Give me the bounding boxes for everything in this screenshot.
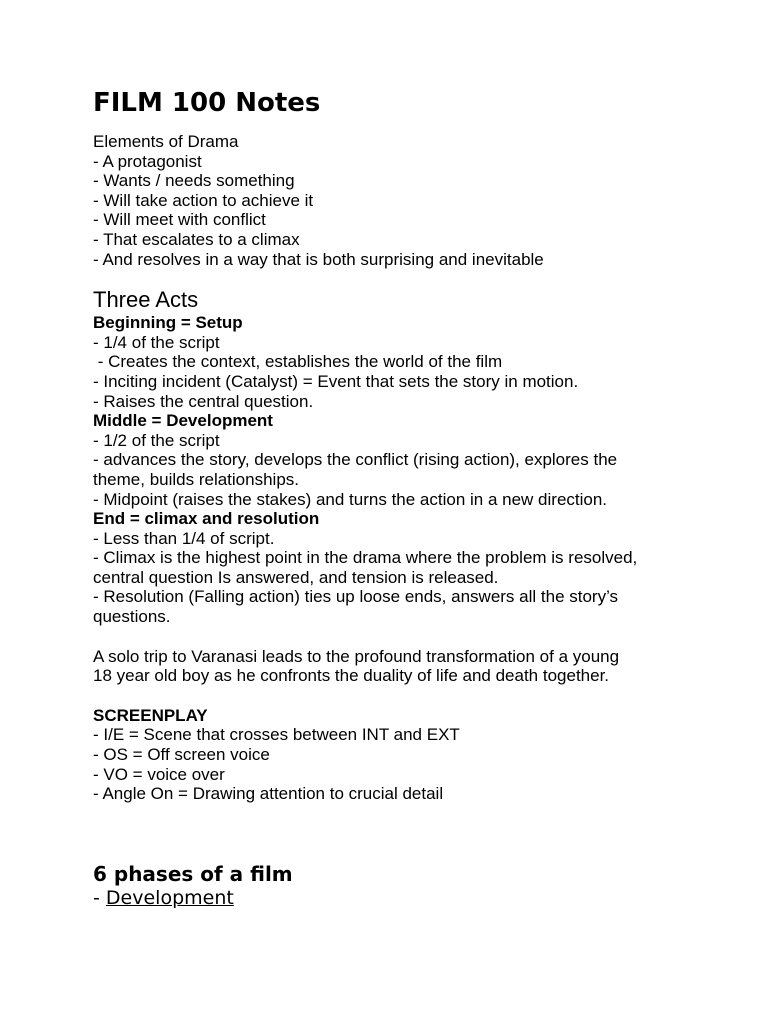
logline-paragraph xyxy=(93,647,693,686)
spacer xyxy=(93,627,693,647)
beginning-label: Beginning = Setup xyxy=(93,313,243,333)
beginning-item: - Inciting incident (Catalyst) = Event that sets the story in motion. xyxy=(93,371,579,391)
spacer xyxy=(93,686,693,706)
elements-item: - A protagonist xyxy=(93,151,202,171)
document-title: FILM 100 Notes xyxy=(93,88,321,118)
phases-item-development: Development xyxy=(105,886,234,909)
phases-item-prefix: - xyxy=(93,886,106,909)
screenplay-item: - I/E = Scene that crosses between INT and EXT xyxy=(93,725,460,745)
end-item: - Climax is the highest point in the drama where the problem is resolved, xyxy=(93,548,638,568)
middle-item: theme, builds relationships. xyxy=(93,469,300,489)
logline-line: A solo trip to Varanasi leads to the profound transformation of a young xyxy=(93,646,620,666)
end-item: central question Is answered, and tension is released. xyxy=(93,567,499,587)
three-acts-heading: Three Acts xyxy=(93,287,199,313)
document-page xyxy=(93,86,693,910)
spacer xyxy=(93,269,693,287)
middle-item: - advances the story, develops the conflict (rising action), explores the xyxy=(93,450,618,470)
phases-item xyxy=(93,886,693,910)
elements-heading: Elements of Drama xyxy=(93,132,239,151)
phases-section xyxy=(93,862,693,910)
middle-item: - 1/2 of the script xyxy=(93,430,220,450)
elements-of-drama-section xyxy=(93,132,693,269)
beginning-item: - 1/4 of the script xyxy=(93,332,220,352)
end-label: End = climax and resolution xyxy=(93,509,320,529)
elements-item: - That escalates to a climax xyxy=(93,229,300,249)
middle-label: Middle = Development xyxy=(93,411,273,431)
spacer xyxy=(93,804,693,862)
elements-item: - Will meet with conflict xyxy=(93,210,266,230)
end-item: - Less than 1/4 of script. xyxy=(93,528,275,548)
screenplay-item: - VO = voice over xyxy=(93,764,225,784)
end-item: - Resolution (Falling action) ties up loose ends, answers all the story’s xyxy=(93,587,619,607)
screenplay-item: - OS = Off screen voice xyxy=(93,745,270,765)
screenplay-section xyxy=(93,706,693,804)
elements-item: - Wants / needs something xyxy=(93,171,295,191)
screenplay-heading: SCREENPLAY xyxy=(93,705,208,725)
three-acts-section xyxy=(93,287,693,627)
beginning-item: - Raises the central question. xyxy=(93,391,314,411)
beginning-item: - Creates the context, establishes the world of the film xyxy=(93,352,503,372)
screenplay-item: - Angle On = Drawing attention to crucial detail xyxy=(93,784,444,804)
middle-item: - Midpoint (raises the stakes) and turns the action in a new direction. xyxy=(93,489,608,509)
logline-line: 18 year old boy as he confronts the duality of life and death together. xyxy=(93,666,610,686)
elements-item: - And resolves in a way that is both surprising and inevitable xyxy=(93,249,544,269)
phases-heading: 6 phases of a film xyxy=(93,861,293,886)
elements-item: - Will take action to achieve it xyxy=(93,190,314,210)
end-item: questions. xyxy=(93,607,171,627)
